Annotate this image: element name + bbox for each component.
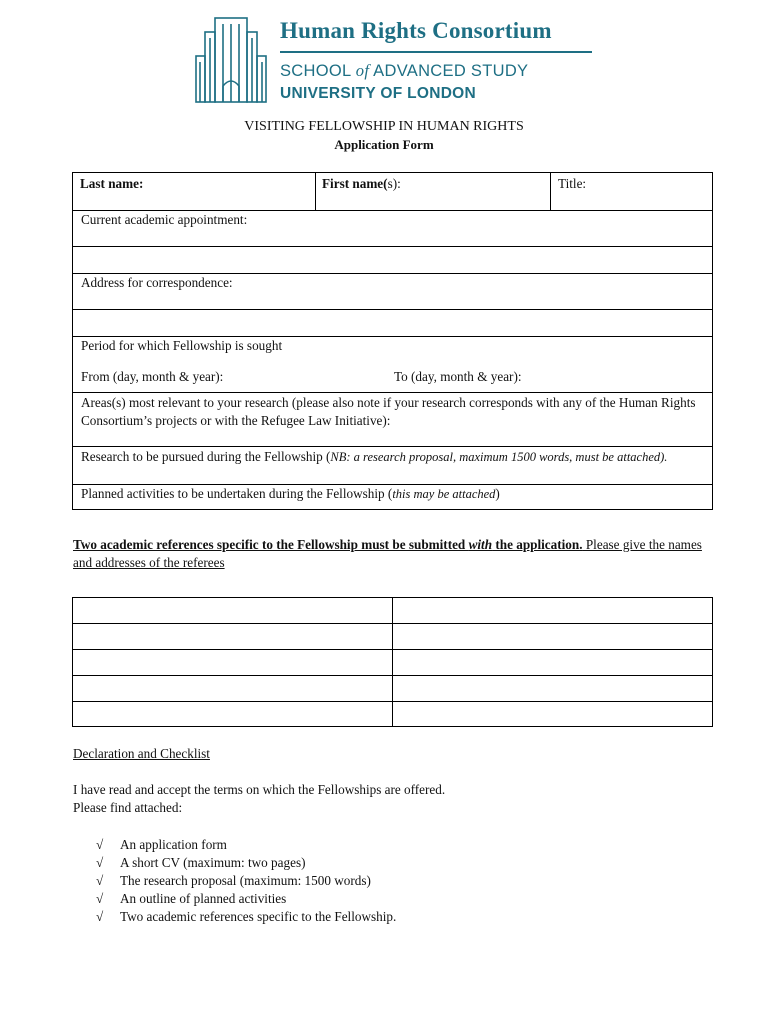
building-tower-icon [193, 16, 273, 104]
research-areas-field[interactable]: Areas(s) most relevant to your research (please also note if your research corresponds with any of the Human Rights Consortium’s projects or with the Refugee Law Initiative): [81, 395, 696, 428]
declaration-line: I have read and accept the terms on which the Fellowships are offered. [73, 782, 446, 797]
to-date-field[interactable]: To (day, month & year): [394, 369, 522, 384]
checklist-item: √ An application form [96, 837, 227, 852]
school-name: SCHOOL of ADVANCED STUDY [280, 61, 529, 80]
checklist-item: √ Two academic references specific to the Fellowship. [96, 909, 397, 924]
checklist-item: √ The research proposal (maximum: 1500 words) [96, 873, 371, 888]
first-name-field[interactable]: First name(s): [322, 176, 401, 191]
from-date-field[interactable]: From (day, month & year): [81, 369, 224, 384]
check-icon: √ [96, 873, 104, 888]
checklist [96, 836, 396, 926]
checklist-item: √ An outline of planned activities [96, 891, 287, 906]
planned-activities-field[interactable]: Planned activities to be undertaken during the Fellowship (this may be attached) [81, 486, 500, 501]
university-name: UNIVERSITY OF LONDON [280, 85, 477, 102]
declaration-text [73, 781, 445, 817]
declaration-line: Please find attached: [73, 800, 183, 815]
page-subtitle: Application Form [334, 137, 434, 152]
referees-table [72, 597, 713, 727]
row-divider [73, 446, 712, 447]
row-divider [73, 309, 712, 310]
check-icon: √ [96, 891, 104, 906]
checklist-item: √ A short CV (maximum: two pages) [96, 855, 306, 870]
last-name-field[interactable]: Last name: [80, 176, 144, 191]
check-icon: √ [96, 909, 104, 924]
row-divider [73, 392, 712, 393]
org-name: Human Rights Consortium [280, 18, 552, 43]
check-icon: √ [96, 855, 104, 870]
declaration-title: Declaration and Checklist [73, 746, 210, 761]
col-divider [550, 173, 551, 210]
row-divider [73, 246, 712, 247]
research-field[interactable]: Research to be pursued during the Fellowship (NB: a research proposal, maximum 1500 words, must be attached). [81, 449, 668, 464]
references-instruction: Two academic references specific to the Fellowship must be submitted with the application. Please give the names and addresses of the referees [73, 537, 702, 570]
title-field[interactable]: Title: [558, 176, 587, 191]
application-form-table [72, 172, 713, 510]
period-label: Period for which Fellowship is sought [81, 338, 283, 353]
header-rule [280, 51, 592, 53]
page-title: VISITING FELLOWSHIP IN HUMAN RIGHTS [244, 119, 524, 134]
col-divider [392, 598, 393, 726]
address-field[interactable]: Address for correspondence: [81, 275, 233, 290]
check-icon: √ [96, 837, 104, 852]
col-divider [315, 173, 316, 210]
academic-appointment-field[interactable]: Current academic appointment: [81, 212, 248, 227]
